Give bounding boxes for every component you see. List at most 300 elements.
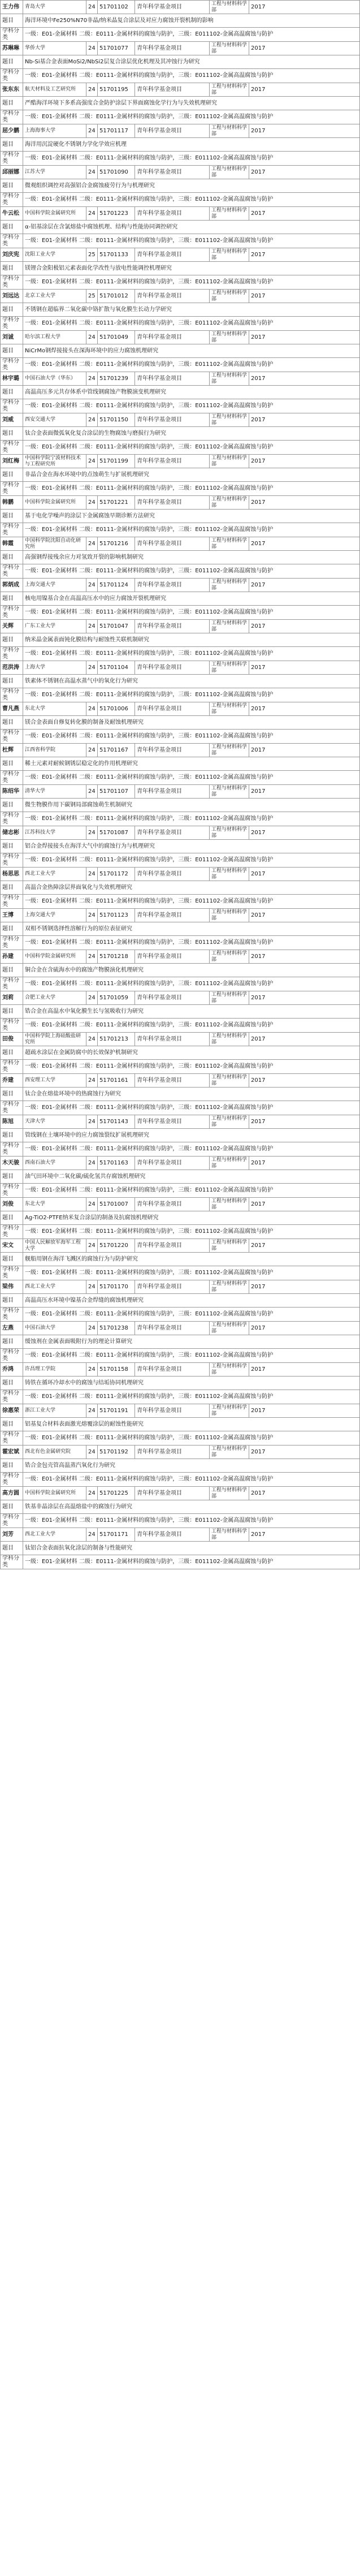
project-type: 青年科学基金项目 — [135, 1528, 210, 1542]
table-row — [1, 496, 360, 510]
row-label: 题目 — [1, 138, 23, 152]
table-row — [1, 936, 360, 950]
table-row — [1, 303, 360, 317]
table-row — [1, 564, 360, 579]
row-label: 学科分类 — [1, 1390, 23, 1404]
row-label: 学科分类 — [1, 523, 23, 537]
project-title: 高温合金热障涂层界面氧化与失效机理研究 — [23, 881, 360, 895]
institution: 中国人民解放军海军工程大学 — [23, 1239, 86, 1253]
department: 工程与材料科学部 — [210, 1033, 249, 1046]
institution: 哈尔滨工程大学 — [23, 331, 86, 344]
table-row — [1, 455, 360, 468]
grant-number: 51701170 — [98, 1280, 135, 1294]
project-type: 青年科学基金项目 — [135, 950, 210, 964]
age: 24 — [86, 1528, 98, 1542]
table-row — [1, 895, 360, 909]
discipline-classification: 一级：E01-金属材料 二级：E0111-金属材料的腐蚀与防护，三级：E011102-金属高温腐蚀与防护 — [23, 1431, 360, 1446]
year: 2017 — [249, 991, 360, 1005]
table-row — [1, 1253, 360, 1266]
year: 2017 — [249, 1198, 360, 1211]
department: 工程与材料科学部 — [210, 1280, 249, 1294]
table-row — [1, 1170, 360, 1184]
project-title: 高温高压水环境中镍基合金焊缝的腐蚀机理研究 — [23, 1294, 360, 1308]
institution: 中国科学院金属研究所 — [23, 1487, 86, 1500]
table-row — [1, 1459, 360, 1473]
age: 24 — [86, 1, 98, 14]
row-label: 题目 — [1, 1542, 23, 1555]
age: 24 — [86, 826, 98, 840]
institution: 航天材料及工艺研究所 — [23, 83, 86, 97]
table-row — [1, 1349, 360, 1363]
age: 24 — [86, 1074, 98, 1088]
project-type: 青年科学基金项目 — [135, 826, 210, 840]
row-label: 题目 — [1, 675, 23, 688]
pi-name: 屈少鹏 — [1, 124, 23, 138]
pi-name: 梁伟 — [1, 1280, 23, 1294]
row-label: 题目 — [1, 262, 23, 275]
project-type: 青年科学基金项目 — [135, 991, 210, 1005]
institution: 中国石油大学 — [23, 1322, 86, 1335]
table-row — [1, 785, 360, 799]
row-label: 学科分类 — [1, 399, 23, 413]
grant-number: 51701107 — [98, 785, 135, 799]
row-label: 学科分类 — [1, 1142, 23, 1157]
institution: 中国科学院上海硅酸盐研究所 — [23, 1033, 86, 1046]
department: 工程与材料科学部 — [210, 579, 249, 592]
pi-name: 宋文 — [1, 1239, 23, 1253]
pi-name: 储志彬 — [1, 826, 23, 840]
age: 24 — [86, 661, 98, 675]
year: 2017 — [249, 413, 360, 427]
grant-number: 51701102 — [98, 1, 135, 14]
project-type: 青年科学基金项目 — [135, 1115, 210, 1129]
pi-name: 乔建 — [1, 1074, 23, 1088]
project-type: 青年科学基金项目 — [135, 331, 210, 344]
table-row — [1, 1142, 360, 1157]
project-title: 铝合金焊接接头在海洋大气中的腐蚀行为与机理研究 — [23, 840, 360, 853]
pi-name: 高方圆 — [1, 1487, 23, 1500]
project-type: 青年科学基金项目 — [135, 702, 210, 716]
department: 工程与材料科学部 — [210, 1363, 249, 1377]
grant-number: 51701171 — [98, 1528, 135, 1542]
year: 2017 — [249, 868, 360, 881]
year: 2017 — [249, 579, 360, 592]
row-label: 题目 — [1, 633, 23, 647]
table-row — [1, 166, 360, 179]
row-label: 学科分类 — [1, 812, 23, 826]
grant-number: 51701192 — [98, 1446, 135, 1459]
year: 2017 — [249, 1280, 360, 1294]
row-label: 学科分类 — [1, 1060, 23, 1074]
table-row — [1, 633, 360, 647]
discipline-classification: 一级：E01-金属材料 二级：E0111-金属材料的腐蚀与防护，三级：E011102-金属高温腐蚀与防护 — [23, 1555, 360, 1569]
project-title: 铝基复合材料表面激光熔覆涂层的耐蚀性能研究 — [23, 1418, 360, 1431]
row-label: 题目 — [1, 1088, 23, 1101]
table-row — [1, 1390, 360, 1404]
table-row — [1, 1335, 360, 1349]
project-type: 青年科学基金项目 — [135, 83, 210, 97]
age: 24 — [86, 331, 98, 344]
project-title: 高强钢焊接残余应力对氢致开裂的影响机制研究 — [23, 551, 360, 564]
age: 25 — [86, 290, 98, 303]
project-title: 油气田环境中二氧化碳/硫化氢共存腐蚀机理研究 — [23, 1170, 360, 1184]
table-row — [1, 702, 360, 716]
year: 2017 — [249, 290, 360, 303]
age: 25 — [86, 248, 98, 262]
department: 工程与材料科学部 — [210, 248, 249, 262]
institution: 华侨大学 — [23, 42, 86, 55]
table-row — [1, 964, 360, 977]
row-label: 学科分类 — [1, 977, 23, 991]
row-label: 学科分类 — [1, 275, 23, 290]
project-type: 青年科学基金项目 — [135, 1198, 210, 1211]
table-row — [1, 523, 360, 537]
row-label: 学科分类 — [1, 1431, 23, 1446]
pi-name: 韩鹏 — [1, 496, 23, 510]
age: 24 — [86, 1363, 98, 1377]
pi-name: 刘威 — [1, 413, 23, 427]
project-type: 青年科学基金项目 — [135, 1239, 210, 1253]
year: 2017 — [249, 1074, 360, 1088]
table-row — [1, 1060, 360, 1074]
project-title: 钛铝合金表面抗氧化涂层的制备与性能研究 — [23, 1542, 360, 1555]
year: 2017 — [249, 1446, 360, 1459]
grant-number: 51701167 — [98, 744, 135, 757]
table-row — [1, 1528, 360, 1542]
row-label: 题目 — [1, 303, 23, 317]
year: 2017 — [249, 1322, 360, 1335]
table-row — [1, 1, 360, 14]
year: 2017 — [249, 42, 360, 55]
year: 2017 — [249, 1239, 360, 1253]
year: 2017 — [249, 83, 360, 97]
grant-number: 51701238 — [98, 1322, 135, 1335]
table-row — [1, 1266, 360, 1280]
department: 工程与材料科学部 — [210, 744, 249, 757]
project-type: 青年科学基金项目 — [135, 1033, 210, 1046]
table-row — [1, 1542, 360, 1555]
table-row — [1, 1101, 360, 1115]
discipline-classification: 一级：E01-金属材料 二级：E0111-金属材料的腐蚀与防护，三级：E011102-金属高温腐蚀与防护 — [23, 977, 360, 991]
grant-number: 51701049 — [98, 331, 135, 344]
pi-name: 张东东 — [1, 83, 23, 97]
table-row — [1, 647, 360, 661]
table-row — [1, 1088, 360, 1101]
year: 2017 — [249, 702, 360, 716]
pi-name: 刘红梅 — [1, 455, 23, 468]
department: 工程与材料科学部 — [210, 1198, 249, 1211]
year: 2017 — [249, 744, 360, 757]
year: 2017 — [249, 1363, 360, 1377]
project-type: 青年科学基金项目 — [135, 1446, 210, 1459]
grant-number: 51701221 — [98, 496, 135, 510]
project-type: 青年科学基金项目 — [135, 744, 210, 757]
department: 工程与材料科学部 — [210, 785, 249, 799]
project-title: 管线钢在土壤环境中的应力腐蚀裂纹扩展机理研究 — [23, 1129, 360, 1142]
department: 工程与材料科学部 — [210, 207, 249, 221]
table-row — [1, 1129, 360, 1142]
project-title: 海洋环境中Fe250%N70非晶/纳米晶复合涂层及对应力腐蚀开裂机制的影响 — [23, 14, 360, 28]
table-row — [1, 592, 360, 606]
table-row — [1, 922, 360, 936]
department: 工程与材料科学部 — [210, 1322, 249, 1335]
age: 24 — [86, 166, 98, 179]
row-label: 题目 — [1, 964, 23, 977]
row-label: 题目 — [1, 881, 23, 895]
institution: 中国石油大学（华东） — [23, 372, 86, 386]
department: 工程与材料科学部 — [210, 496, 249, 510]
project-title: 核电用镍基合金在高温高压水中的应力腐蚀开裂机理研究 — [23, 592, 360, 606]
row-label: 学科分类 — [1, 482, 23, 496]
grant-number: 51701213 — [98, 1033, 135, 1046]
pi-name: 刘诚 — [1, 331, 23, 344]
grant-number: 51701087 — [98, 826, 135, 840]
row-label: 题目 — [1, 97, 23, 110]
institution: 合肥工业大学 — [23, 991, 86, 1005]
discipline-classification: 一级：E01-金属材料 二级：E0111-金属材料的腐蚀与防护，三级：E011102-金属高温腐蚀与防护 — [23, 317, 360, 331]
table-row — [1, 579, 360, 592]
discipline-classification: 一级：E01-金属材料 二级：E0111-金属材料的腐蚀与防护，三级：E011102-金属高温腐蚀与防护 — [23, 853, 360, 868]
row-label: 学科分类 — [1, 730, 23, 744]
row-label: 题目 — [1, 757, 23, 771]
project-type: 青年科学基金项目 — [135, 868, 210, 881]
table-row — [1, 771, 360, 785]
table-row — [1, 1225, 360, 1239]
project-title: 双相不锈钢选择性溶解行为的原位表征研究 — [23, 922, 360, 936]
table-row — [1, 124, 360, 138]
age: 24 — [86, 496, 98, 510]
row-label: 题目 — [1, 427, 23, 441]
department: 工程与材料科学部 — [210, 1239, 249, 1253]
year: 2017 — [249, 537, 360, 551]
row-label: 题目 — [1, 1046, 23, 1060]
table-row — [1, 510, 360, 523]
table-row — [1, 248, 360, 262]
grant-number: 51701239 — [98, 372, 135, 386]
row-label: 学科分类 — [1, 1266, 23, 1280]
table-row — [1, 1418, 360, 1431]
pi-name: 乔鸿 — [1, 1363, 23, 1377]
table-row — [1, 138, 360, 152]
row-label: 学科分类 — [1, 1349, 23, 1363]
project-title: 锆合金包壳管高温蒸汽氧化行为研究 — [23, 1459, 360, 1473]
department: 工程与材料科学部 — [210, 1487, 249, 1500]
age: 24 — [86, 620, 98, 633]
institution: 浙江工业大学 — [23, 1404, 86, 1418]
discipline-classification: 一级：E01-金属材料 二级：E0111-金属材料的腐蚀与防护，三级：E011102-金属高温腐蚀与防护 — [23, 482, 360, 496]
table-row — [1, 290, 360, 303]
project-title: 镁合金表面自修复转化膜的制备及耐蚀机理研究 — [23, 716, 360, 730]
table-row — [1, 1555, 360, 1569]
discipline-classification: 一级：E01-金属材料 二级：E0111-金属材料的腐蚀与防护，三级：E011102-金属高温腐蚀与防护 — [23, 730, 360, 744]
row-label: 学科分类 — [1, 1101, 23, 1115]
table-row — [1, 977, 360, 991]
row-label: 学科分类 — [1, 1514, 23, 1528]
institution: 青岛大学 — [23, 1, 86, 14]
grant-number: 51701123 — [98, 909, 135, 922]
row-label: 学科分类 — [1, 895, 23, 909]
table-row — [1, 826, 360, 840]
department: 工程与材料科学部 — [210, 868, 249, 881]
discipline-classification: 一级：E01-金属材料 二级：E0111-金属材料的腐蚀与防护，三级：E011102-金属高温腐蚀与防护 — [23, 688, 360, 702]
project-type: 青年科学基金项目 — [135, 579, 210, 592]
table-row — [1, 868, 360, 881]
project-title: 镁锂合金阳极铝元素表面化学改性与放电性能调控机理研究 — [23, 262, 360, 275]
discipline-classification: 一级：E01-金属材料 二级：E0111-金属材料的腐蚀与防护，三级：E011102-金属高温腐蚀与防护 — [23, 234, 360, 248]
row-label: 题目 — [1, 1253, 23, 1266]
age: 24 — [86, 1322, 98, 1335]
grant-number: 51701216 — [98, 537, 135, 551]
discipline-classification: 一级：E01-金属材料 二级：E0111-金属材料的腐蚀与防护，三级：E011102-金属高温腐蚀与防护 — [23, 812, 360, 826]
institution: 北京工业大学 — [23, 290, 86, 303]
table-row — [1, 386, 360, 399]
department: 工程与材料科学部 — [210, 620, 249, 633]
institution: 西北工业大学 — [23, 1280, 86, 1294]
table-row — [1, 551, 360, 564]
grant-number: 51701195 — [98, 83, 135, 97]
project-title: 海洋用沉淀硬化不锈钢力学化学效应机理 — [23, 138, 360, 152]
age: 24 — [86, 1404, 98, 1418]
project-type: 青年科学基金项目 — [135, 496, 210, 510]
department: 工程与材料科学部 — [210, 331, 249, 344]
row-label: 题目 — [1, 179, 23, 193]
age: 24 — [86, 124, 98, 138]
project-title: 高温高压多元共存体系中管线钢腐蚀产物膜演变机理研究 — [23, 386, 360, 399]
row-label: 题目 — [1, 1418, 23, 1431]
row-label: 学科分类 — [1, 234, 23, 248]
department: 工程与材料科学部 — [210, 290, 249, 303]
pi-name: 苏琳琳 — [1, 42, 23, 55]
discipline-classification: 一级：E01-金属材料 二级：E0111-金属材料的腐蚀与防护，三级：E011102-金属高温腐蚀与防护 — [23, 895, 360, 909]
year: 2017 — [249, 661, 360, 675]
row-label: 学科分类 — [1, 441, 23, 455]
project-title: 锆合金在高温水中氧化膜生长与氢吸收行为研究 — [23, 1005, 360, 1019]
age: 24 — [86, 1487, 98, 1500]
institution: 上海海事大学 — [23, 124, 86, 138]
institution: 沈阳工业大学 — [23, 248, 86, 262]
pi-name: 杨思思 — [1, 868, 23, 881]
year: 2017 — [249, 1033, 360, 1046]
year: 2017 — [249, 785, 360, 799]
table-row — [1, 1005, 360, 1019]
project-title: 钛合金表面微弧氧化复合涂层的生物腐蚀与磨损行为研究 — [23, 427, 360, 441]
table-row — [1, 991, 360, 1005]
project-title: 微生物膜作用下碳钢局部腐蚀萌生机制研究 — [23, 799, 360, 812]
year: 2017 — [249, 909, 360, 922]
table-row — [1, 275, 360, 290]
department: 工程与材料科学部 — [210, 455, 249, 468]
project-type: 青年科学基金项目 — [135, 1074, 210, 1088]
institution: 中国科学院金属研究所 — [23, 207, 86, 221]
table-row — [1, 1033, 360, 1046]
project-type: 青年科学基金项目 — [135, 1280, 210, 1294]
institution: 天津大学 — [23, 1115, 86, 1129]
grant-number: 51701223 — [98, 207, 135, 221]
institution: 江西省科学院 — [23, 744, 86, 757]
grant-number: 51701161 — [98, 1074, 135, 1088]
project-title: 纳米晶金属表面钝化膜结构与耐蚀性关联机制研究 — [23, 633, 360, 647]
discipline-classification: 一级：E01-金属材料 二级：E0111-金属材料的腐蚀与防护，三级：E011102-金属高温腐蚀与防护 — [23, 564, 360, 579]
project-type: 青年科学基金项目 — [135, 1157, 210, 1170]
age: 24 — [86, 1239, 98, 1253]
project-type: 青年科学基金项目 — [135, 1404, 210, 1418]
row-label: 题目 — [1, 551, 23, 564]
institution: 西安交通大学 — [23, 413, 86, 427]
age: 24 — [86, 1157, 98, 1170]
row-label: 学科分类 — [1, 1473, 23, 1487]
discipline-classification: 一级：E01-金属材料 二级：E0111-金属材料的腐蚀与防护，三级：E011102-金属高温腐蚀与防护 — [23, 1514, 360, 1528]
discipline-classification: 一级：E01-金属材料 二级：E0111-金属材料的腐蚀与防护，三级：E011102-金属高温腐蚀与防护 — [23, 441, 360, 455]
department: 工程与材料科学部 — [210, 1115, 249, 1129]
pi-name: 木天骏 — [1, 1157, 23, 1170]
table-row — [1, 1446, 360, 1459]
department: 工程与材料科学部 — [210, 1404, 249, 1418]
pi-name: 王博 — [1, 909, 23, 922]
institution: 中国科学院金属研究所 — [23, 496, 86, 510]
department: 工程与材料科学部 — [210, 909, 249, 922]
project-title: 舰船用钢在海洋飞溅区的腐蚀行为与防护研究 — [23, 1253, 360, 1266]
grant-number: 51701133 — [98, 248, 135, 262]
grant-number: 51701117 — [98, 124, 135, 138]
table-row — [1, 1377, 360, 1390]
table-row — [1, 427, 360, 441]
pi-name: 霍宏斌 — [1, 1446, 23, 1459]
discipline-classification: 一级：E01-金属材料 二级：E0111-金属材料的腐蚀与防护，三级：E011102-金属高温腐蚀与防护 — [23, 771, 360, 785]
table-row — [1, 1184, 360, 1198]
table-row — [1, 1487, 360, 1500]
grant-number: 51701218 — [98, 950, 135, 964]
grant-number: 51701143 — [98, 1115, 135, 1129]
row-label: 学科分类 — [1, 1308, 23, 1322]
discipline-classification: 一级：E01-金属材料 二级：E0111-金属材料的腐蚀与防护，三级：E011102-金属高温腐蚀与防护 — [23, 1225, 360, 1239]
project-type: 青年科学基金项目 — [135, 413, 210, 427]
table-row — [1, 55, 360, 69]
table-row — [1, 1157, 360, 1170]
table-row — [1, 317, 360, 331]
table-row — [1, 331, 360, 344]
table-row — [1, 358, 360, 372]
table-row — [1, 97, 360, 110]
pi-name: 曹凡燕 — [1, 702, 23, 716]
age: 24 — [86, 950, 98, 964]
institution: 中国科学院沈阳自动化研究所 — [23, 537, 86, 551]
table-row — [1, 1115, 360, 1129]
department: 工程与材料科学部 — [210, 1, 249, 14]
institution: 上海大学 — [23, 661, 86, 675]
department: 工程与材料科学部 — [210, 166, 249, 179]
age: 24 — [86, 1033, 98, 1046]
row-label: 题目 — [1, 716, 23, 730]
row-label: 题目 — [1, 922, 23, 936]
discipline-classification: 一级：E01-金属材料 二级：E0111-金属材料的腐蚀与防护，三级：E011102-金属高温腐蚀与防护 — [23, 275, 360, 290]
table-row — [1, 234, 360, 248]
row-label: 学科分类 — [1, 853, 23, 868]
age: 24 — [86, 785, 98, 799]
row-label: 学科分类 — [1, 110, 23, 124]
table-row — [1, 179, 360, 193]
table-row — [1, 1500, 360, 1514]
age: 24 — [86, 42, 98, 55]
project-type: 青年科学基金项目 — [135, 455, 210, 468]
table-row — [1, 881, 360, 895]
age: 24 — [86, 372, 98, 386]
discipline-classification: 一级：E01-金属材料 二级：E0111-金属材料的腐蚀与防护，三级：E011102-金属高温腐蚀与防护 — [23, 1060, 360, 1074]
table-row — [1, 1019, 360, 1033]
institution: 西北有色金属研究院 — [23, 1446, 86, 1459]
row-label: 学科分类 — [1, 688, 23, 702]
age: 24 — [86, 579, 98, 592]
project-title: Ag-TiO2-PTFE纳米复合涂层的制备及抗腐蚀机理研究 — [23, 1211, 360, 1225]
